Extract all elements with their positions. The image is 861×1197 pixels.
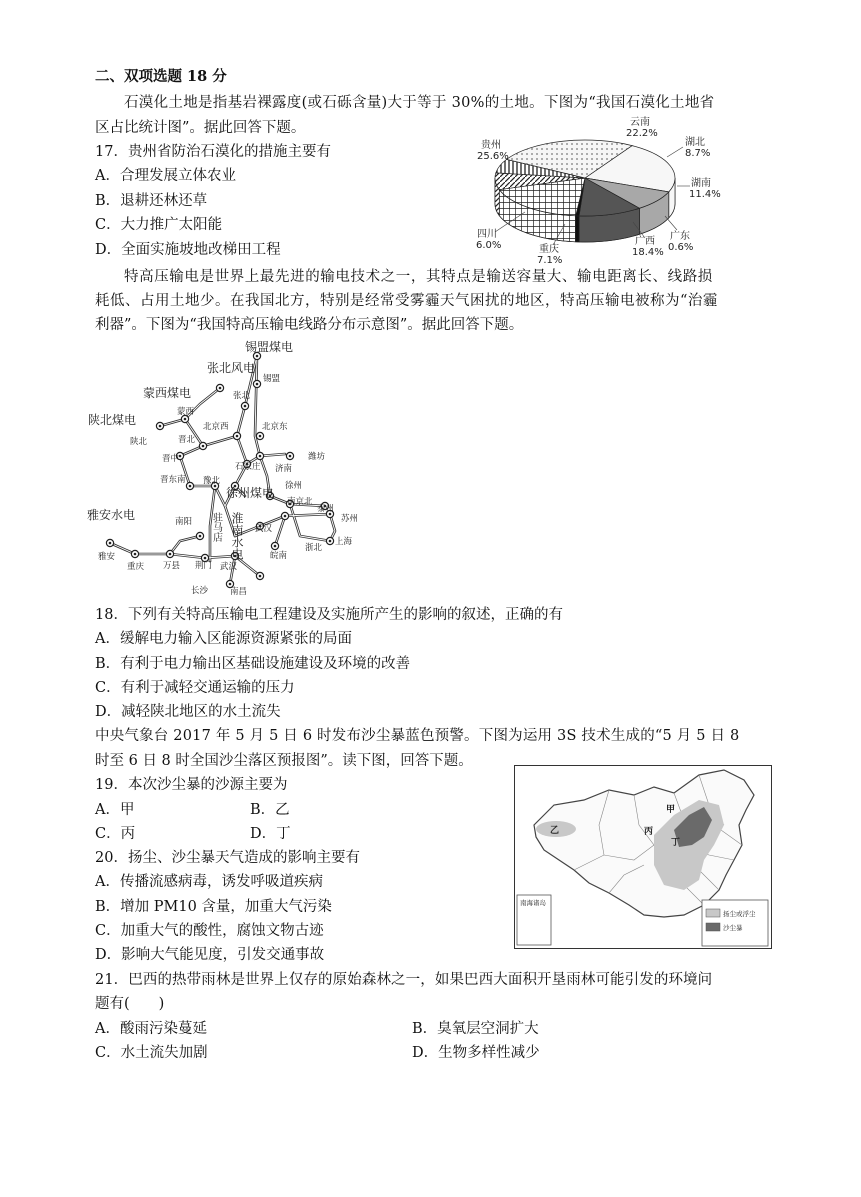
label-shaanbei: 陕北 [130, 437, 148, 447]
label-mengxi: 蒙西 [177, 407, 195, 417]
label-jinan: 济南 [275, 464, 293, 474]
label-beijingxi: 北京西 [203, 422, 229, 432]
substation-node-dot [184, 418, 187, 421]
label-zhebei: 浙北 [305, 543, 323, 553]
label-shaanbei-coal: 陕北煤电 [88, 413, 137, 427]
section-title: 二、双项选题 18 分 [95, 68, 227, 85]
substation-node-dot [244, 405, 247, 408]
q20-stem: 20．扬尘、沙尘暴天气造成的影响主要有 [95, 850, 360, 866]
label-suzhou: 苏州 [341, 514, 359, 524]
intro1-line2: 区占比统计图”。据此回答下题。 [95, 120, 306, 136]
label-shijiazhuang: 石家庄 [235, 462, 261, 472]
legend-swatch-dust [706, 909, 720, 917]
substation-node-dot [259, 435, 262, 438]
substation-node-dot [199, 535, 202, 538]
label-huainan-hydro: 淮南水电 [230, 512, 244, 560]
inset-label: 南海诸岛 [520, 899, 546, 907]
label-xuzhou-coal: 徐州煤电 [226, 486, 275, 500]
q17-stem: 17．贵州省防治石漠化的措施主要有 [95, 144, 331, 160]
substation-nodes [106, 352, 333, 587]
substation-node-dot [329, 540, 332, 543]
substation-node-dot [259, 455, 262, 458]
intro3-line2: 时至 6 日 8 时全国沙尘落区预报图”。读下图，回答下题。 [95, 753, 473, 769]
substation-node-dot [229, 583, 232, 586]
substation-node-dot [289, 455, 292, 458]
label-changsha: 长沙 [191, 586, 209, 596]
uhv-transmission-map [85, 336, 375, 598]
label-wannan: 皖南 [270, 551, 288, 561]
substation-node-dot [134, 553, 137, 556]
q19-stem: 19．本次沙尘暴的沙源主要为 [95, 777, 288, 793]
dust-label-yi: 乙 [550, 826, 560, 836]
label-zhangbei: 张北 [233, 391, 251, 401]
q18-option-b: B．有利于电力输出区基础设施建设及环境的改善 [95, 656, 411, 672]
substation-node-dot [179, 455, 182, 458]
label-zhangbei-wind: 张北风电 [207, 361, 256, 375]
label-nanjingbei: 南京北 [287, 497, 313, 507]
q21-option-b: B．臭氧层空洞扩大 [412, 1021, 539, 1037]
q19-option-c: C．丙 [95, 826, 136, 842]
q20-option-d: D．影响大气能见度，引发交通事故 [95, 947, 325, 963]
label-jinbei: 晋北 [178, 435, 196, 445]
pie-label-hunan: 湖南 [691, 178, 711, 189]
substation-node-dot [202, 445, 205, 448]
legend-label-storm: 沙尘暴 [723, 924, 743, 932]
substation-node-dot [259, 575, 262, 578]
substation-node-dot [256, 383, 259, 386]
label-chongqing: 重庆 [127, 562, 145, 572]
label-wanxian: 万县 [163, 561, 181, 571]
pie-pct-hunan: 11.4% [689, 189, 721, 200]
legend-swatch-storm [706, 923, 720, 931]
substation-node-dot [204, 557, 207, 560]
dust-label-ding: 丁 [671, 838, 681, 848]
q17-option-a: A．合理发展立体农业 [95, 168, 236, 184]
pie-label-sichuan: 四川 [477, 229, 497, 240]
label-wuhan-2: 武汉 [220, 562, 238, 572]
pie-label-yunnan: 云南 [630, 117, 650, 128]
q18-stem: 18．下列有关特高压输电工程建设及实施所产生的影响的叙述，正确的有 [95, 607, 563, 623]
q21-option-a: A．酸雨污染蔓延 [95, 1021, 207, 1037]
dust-label-jia: 甲 [666, 805, 676, 815]
substation-node-dot [274, 545, 277, 548]
substation-node-dot [284, 515, 287, 518]
pie-pct-guizhou: 25.6% [477, 151, 509, 162]
pie-label-guizhou: 贵州 [481, 140, 501, 151]
intro2-line3: 利器”。下图为“我国特高压输电线路分布示意图”。据此回答下题。 [95, 317, 524, 333]
pie-pct-guangdong: 0.6% [668, 242, 694, 253]
dust-forecast-map [514, 765, 772, 949]
intro3-line1: 中央气象台 2017 年 5 月 5 日 6 时发布沙尘暴蓝色预警。下图为运用 3S 技术生成的“5 月 5 日 8 [95, 728, 740, 744]
intro2-line1: 特高压输电是世界上最先进的输电技术之一，其特点是输送容量大、输电距离长、线路损 [124, 269, 713, 285]
q19-option-a: A．甲 [95, 802, 135, 818]
intro1-line1: 石漠化土地是指基岩裸露度(或石砾含量)大于等于 30%的土地。下图为“我国石漠化土地省 [124, 95, 715, 111]
pie-label-guangxi: 广西 [635, 236, 655, 247]
pie-label-guangdong: 广东 [670, 231, 690, 242]
substation-node-dot [169, 553, 172, 556]
pie-pct-guangxi: 18.4% [632, 247, 664, 258]
label-yubei: 豫北 [203, 476, 221, 486]
rocky-desertification-pie [455, 112, 725, 272]
label-jindongnan: 晋东南 [160, 475, 186, 485]
label-shanghai: 上海 [335, 537, 353, 547]
q18-option-d: D．减轻陕北地区的水土流失 [95, 704, 281, 720]
substation-node-dot [159, 425, 162, 428]
substation-node-dot [236, 435, 239, 438]
q18-option-c: C．有利于减轻交通运输的压力 [95, 680, 295, 696]
label-yaan-hydro: 雅安水电 [87, 508, 136, 522]
pie-pct-chongqing: 7.1% [537, 255, 563, 266]
substation-node-dot [189, 485, 192, 488]
q21-stem-line1: 21．巴西的热带雨林是世界上仅存的原始森林之一，如果巴西大面积开垦雨林可能引发的环境问 [95, 972, 713, 988]
label-weifang: 潍坊 [308, 452, 326, 462]
label-nanyang: 南阳 [175, 517, 193, 527]
q17-option-d: D．全面实施坡地改梯田工程 [95, 242, 281, 258]
pie-side-3 [576, 216, 579, 242]
label-wuhan: 武汉 [255, 524, 273, 534]
label-xuzhou: 徐州 [285, 481, 303, 491]
label-ximeng-coal: 锡盟煤电 [245, 340, 294, 354]
label-ximeng: 锡盟 [263, 374, 281, 384]
q20-option-a: A．传播流感病毒，诱发呼吸道疾病 [95, 874, 323, 890]
label-mengxi-coal: 蒙西煤电 [143, 386, 192, 400]
q19-option-b: B．乙 [250, 802, 290, 818]
q19-option-d: D．丁 [250, 826, 291, 842]
substation-node-dot [219, 387, 222, 390]
q17-option-b: B．退耕还林还草 [95, 193, 208, 209]
q18-option-a: A．缓解电力输入区能源资源紧张的局面 [95, 631, 352, 647]
substation-node-dot [109, 542, 112, 545]
label-taizhou: 泰州 [317, 504, 335, 514]
q21-option-d: D．生物多样性减少 [412, 1045, 540, 1061]
label-jinzhong: 晋中 [162, 454, 180, 464]
q20-option-b: B．增加 PM10 含量，加重大气污染 [95, 899, 332, 915]
label-beijingdong: 北京东 [262, 422, 288, 432]
label-zhumadian: 驻马店 [210, 512, 222, 542]
pie-pct-sichuan: 6.0% [476, 240, 502, 251]
q17-option-c: C．大力推广太阳能 [95, 217, 223, 233]
pie-label-chongqing: 重庆 [539, 244, 559, 255]
intro2-line2: 耗低、占用土地少。在我国北方，特别是经常受雾霾天气困扰的地区，特高压输电被称为“治霾 [95, 293, 718, 309]
q20-option-c: C．加重大气的酸性，腐蚀文物古迹 [95, 923, 324, 939]
substation-node-dot [256, 355, 259, 358]
legend-label-dust: 扬尘或浮尘 [723, 910, 756, 918]
label-nanchang: 南昌 [230, 587, 248, 597]
label-jingmen: 荆门 [195, 561, 213, 571]
pie-pct-yunnan: 22.2% [626, 128, 658, 139]
pie-label-hubei: 湖北 [685, 137, 705, 148]
q21-option-c: C．水土流失加剧 [95, 1045, 208, 1061]
pie-pct-hubei: 8.7% [685, 148, 711, 159]
pie-top [495, 140, 675, 216]
dust-label-bing: 丙 [644, 827, 654, 837]
q21-stem-line2: 题有( ) [95, 996, 165, 1012]
label-yaan: 雅安 [98, 552, 116, 562]
